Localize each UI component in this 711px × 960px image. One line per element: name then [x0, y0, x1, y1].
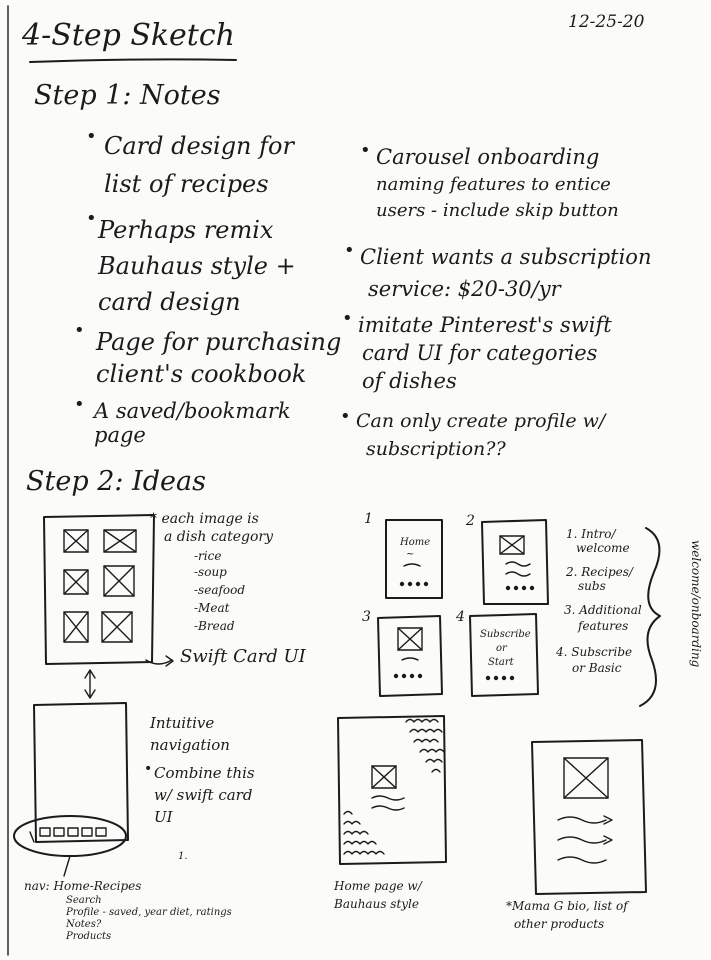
note-bullet: • [86, 208, 97, 229]
nav-note: nav: Home-Recipes [24, 879, 142, 893]
note-bullet: • [360, 140, 371, 161]
category-item: -Bread [194, 619, 235, 633]
home-bauhaus-sketch [338, 716, 446, 864]
onboarding-step: 1. Intro/ [566, 527, 616, 541]
nav-note: Search [66, 895, 102, 906]
swift-card-label: Swift Card UI [180, 646, 306, 667]
note-line: imitate Pinterest's swift [358, 313, 612, 337]
note-bullet: • [74, 394, 85, 415]
category-item: -rice [194, 549, 222, 563]
note-line: Perhaps remix [98, 216, 274, 244]
step1-heading: Step 1: Notes [34, 80, 221, 111]
note-line: list of recipes [104, 170, 269, 198]
onboarding-step: 2. Recipes/ [566, 565, 633, 579]
note-line: Carousel onboarding [376, 145, 600, 169]
sketch-date: 12-25-20 [568, 12, 645, 32]
products-page-sketch [532, 740, 646, 894]
navigation-note: Intuitive [150, 714, 215, 732]
note-bullet: • [86, 126, 97, 147]
note-line: card design [98, 288, 241, 316]
note-line: of dishes [362, 369, 457, 393]
nav-note: Products [66, 931, 112, 942]
frame4-text: Start [488, 657, 514, 668]
onboarding-step: features [578, 619, 629, 633]
onboarding-step: 3. Additional [564, 603, 642, 617]
phone-nav-sketch [14, 703, 128, 876]
step2-heading: Step 2: Ideas [26, 466, 206, 497]
note-line: A saved/bookmark [94, 399, 291, 423]
home-caption: Home page w/ [334, 879, 422, 893]
frame4-text: Subscribe [480, 629, 531, 640]
note-line: Bauhaus style + [98, 252, 296, 280]
home-caption: Bauhaus style [334, 897, 419, 911]
category-item: -Meat [194, 601, 230, 615]
note-bullet: • [340, 406, 351, 427]
category-note-line: a dish category [164, 529, 273, 545]
frame1-text: Home [400, 537, 431, 548]
note-bullet: • [342, 308, 353, 329]
note-line: card UI for categories [362, 341, 598, 365]
products-caption: other products [514, 917, 605, 931]
frame4-text: or [496, 643, 507, 654]
navigation-note: w/ swift card [154, 786, 253, 804]
note-line: naming features to entice [376, 174, 611, 195]
note-line: Client wants a subscription [360, 245, 652, 269]
nav-note: Notes? [66, 919, 102, 930]
navigation-note: navigation [150, 736, 230, 754]
note-line: client's cookbook [96, 360, 307, 388]
onboarding-step: welcome [576, 541, 630, 555]
frame-number: 2 [466, 513, 475, 529]
note-line: users - include skip button [376, 200, 619, 221]
navigation-mark: 1. [178, 851, 188, 862]
navigation-note: UI [154, 808, 173, 826]
category-grid-sketch [44, 515, 173, 698]
onboarding-step: subs [578, 579, 606, 593]
category-note-line: * each image is [150, 511, 259, 527]
note-line: subscription?? [366, 438, 506, 460]
note-bullet: • [144, 761, 153, 777]
category-item: -seafood [194, 583, 246, 597]
frame-number: 3 [362, 609, 371, 625]
note-line: Page for purchasing [96, 328, 342, 356]
page-title: 4-Step Sketch [22, 18, 235, 53]
title-underline [30, 59, 236, 62]
navigation-note: Combine this [154, 764, 255, 782]
frame1-text: ~ [406, 549, 415, 560]
category-item: -soup [194, 565, 227, 579]
note-line: page [94, 423, 146, 447]
note-line: Can only create profile w/ [356, 410, 606, 432]
note-bullet: • [74, 320, 85, 341]
note-line: Card design for [104, 132, 294, 160]
frame-number: 4 [456, 609, 465, 625]
nav-note: Profile - saved, year diet, ratings [66, 907, 232, 918]
note-line: service: $20-30/yr [368, 277, 561, 301]
onboarding-step: 4. Subscribe [556, 645, 633, 659]
products-caption: *Mama G bio, list of [506, 899, 628, 913]
onboarding-side-label: welcome/onboarding [689, 540, 703, 668]
onboarding-step: or Basic [572, 661, 622, 675]
frame-number: 1 [364, 511, 373, 527]
note-bullet: • [344, 240, 355, 261]
